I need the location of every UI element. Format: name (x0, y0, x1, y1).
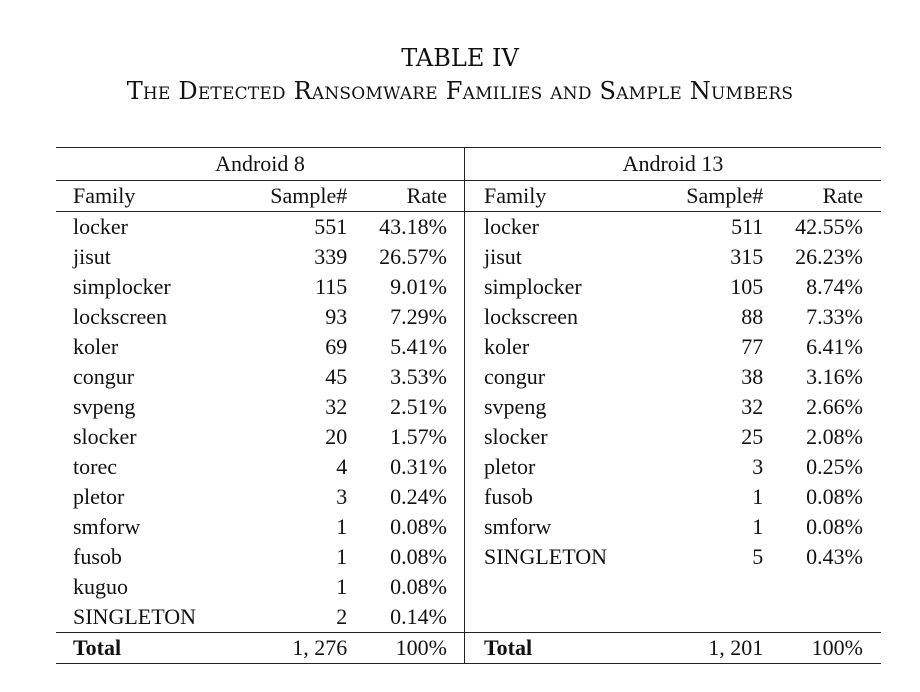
sample-cell: 4 (336, 454, 348, 479)
total-rate: 100% (763, 633, 881, 664)
table-row (56, 242, 881, 272)
family-cell (465, 572, 634, 602)
total-rate: 100% (347, 633, 464, 664)
sample-cell: 551 (314, 214, 348, 239)
table-title: The Detected Ransomware Families and Sample Numbers (126, 77, 794, 105)
sample-cell: 339 (314, 244, 348, 269)
rate-cell: 0.08% (806, 514, 863, 539)
ransomware-table (56, 147, 881, 664)
rate-cell (763, 602, 881, 633)
sample-cell: 25 (741, 424, 764, 449)
table-row (56, 422, 881, 452)
table-row (56, 332, 881, 362)
total-label: Total (56, 633, 223, 664)
sample-cell: 1 (752, 484, 764, 509)
column-header-sample: Sample# (634, 181, 764, 212)
sample-cell: 88 (741, 304, 764, 329)
column-header-family: Family (465, 181, 634, 212)
family-cell: SINGLETON (465, 542, 634, 572)
column-header-family: Family (56, 181, 223, 212)
table-row (56, 302, 881, 332)
family-cell (465, 602, 634, 633)
family-cell: locker (465, 212, 634, 243)
rate-cell: 0.43% (806, 544, 863, 569)
group-header-android-8: Android 8 (56, 148, 465, 181)
rate-cell (763, 572, 881, 602)
family-cell: locker (73, 214, 128, 239)
sample-cell: 32 (325, 394, 348, 419)
sample-cell: 45 (325, 364, 348, 389)
rate-cell: 3.16% (806, 364, 863, 389)
rate-cell: 0.31% (390, 454, 447, 479)
family-cell: simplocker (73, 274, 171, 299)
rate-cell: 7.29% (390, 304, 447, 329)
family-cell: kuguo (73, 574, 128, 599)
table-row (56, 452, 881, 482)
sample-cell: 69 (325, 334, 348, 359)
rate-cell: 8.74% (806, 274, 863, 299)
family-cell: lockscreen (73, 304, 168, 329)
rate-cell: 42.55% (795, 214, 863, 239)
rate-cell: 2.51% (390, 394, 447, 419)
table-row (56, 572, 881, 602)
rate-cell: 26.23% (795, 244, 863, 269)
column-header-sample: Sample# (223, 181, 348, 212)
table-row (56, 392, 881, 422)
rate-cell: 0.08% (390, 514, 447, 539)
family-cell: lockscreen (465, 302, 634, 332)
column-header-rate: Rate (763, 181, 881, 212)
family-cell: svpeng (465, 392, 634, 422)
family-cell: svpeng (73, 394, 136, 419)
rate-cell: 0.08% (390, 574, 447, 599)
rate-cell: 9.01% (390, 274, 447, 299)
sample-cell: 38 (741, 364, 764, 389)
family-cell: torec (73, 454, 117, 479)
group-header-android-13: Android 13 (465, 148, 882, 181)
sample-cell: 315 (730, 244, 764, 269)
sample-cell: 32 (741, 394, 764, 419)
rate-cell: 0.24% (390, 484, 447, 509)
table-row (56, 212, 881, 243)
rate-cell: 2.66% (806, 394, 863, 419)
sample-cell: 93 (325, 304, 348, 329)
rate-cell: 0.08% (390, 544, 447, 569)
table-row (56, 272, 881, 302)
rate-cell: 26.57% (379, 244, 447, 269)
table-row (56, 602, 881, 633)
family-cell: congur (73, 364, 135, 389)
rate-cell: 5.41% (390, 334, 447, 359)
rate-cell: 6.41% (806, 334, 863, 359)
family-cell: fusob (465, 482, 634, 512)
family-cell: slocker (73, 424, 137, 449)
rate-cell: 3.53% (390, 364, 447, 389)
rate-cell: 0.08% (806, 484, 863, 509)
table-row (56, 362, 881, 392)
rate-cell: 0.25% (806, 454, 863, 479)
sample-cell: 20 (325, 424, 348, 449)
family-cell: pletor (73, 484, 125, 509)
family-cell: koler (465, 332, 634, 362)
table-number: TABLE IV (401, 44, 519, 72)
family-cell: simplocker (465, 272, 634, 302)
table-row (56, 542, 881, 572)
family-cell: pletor (465, 452, 634, 482)
family-cell: smforw (465, 512, 634, 542)
table-row (56, 512, 881, 542)
sample-cell: 1 (336, 514, 348, 539)
table-body (56, 212, 881, 664)
sample-cell: 1 (336, 574, 348, 599)
rate-cell: 1.57% (390, 424, 447, 449)
sample-cell: 77 (741, 334, 764, 359)
rate-cell: 2.08% (806, 424, 863, 449)
family-cell: koler (73, 334, 119, 359)
rate-cell: 43.18% (379, 214, 447, 239)
sample-cell (634, 572, 764, 602)
column-header-rate: Rate (347, 181, 464, 212)
sample-cell (634, 602, 764, 633)
family-cell: congur (465, 362, 634, 392)
family-cell: slocker (465, 422, 634, 452)
sample-cell: 5 (752, 544, 764, 569)
total-sample: 1, 201 (634, 633, 764, 664)
total-label: Total (465, 633, 634, 664)
sample-cell: 3 (752, 454, 764, 479)
family-cell: SINGLETON (73, 604, 197, 629)
sample-cell: 3 (336, 484, 348, 509)
family-cell: jisut (73, 244, 111, 269)
family-cell: jisut (465, 242, 634, 272)
sample-cell: 115 (315, 274, 348, 299)
family-cell: fusob (73, 544, 122, 569)
rate-cell: 7.33% (806, 304, 863, 329)
sample-cell: 1 (336, 544, 348, 569)
total-row (56, 633, 881, 664)
rate-cell: 0.14% (390, 604, 447, 629)
sample-cell: 1 (752, 514, 764, 539)
table-row (56, 482, 881, 512)
total-sample: 1, 276 (223, 633, 348, 664)
sample-cell: 2 (336, 604, 348, 629)
sample-cell: 105 (730, 274, 764, 299)
family-cell: smforw (73, 514, 141, 539)
sample-cell: 511 (731, 214, 764, 239)
